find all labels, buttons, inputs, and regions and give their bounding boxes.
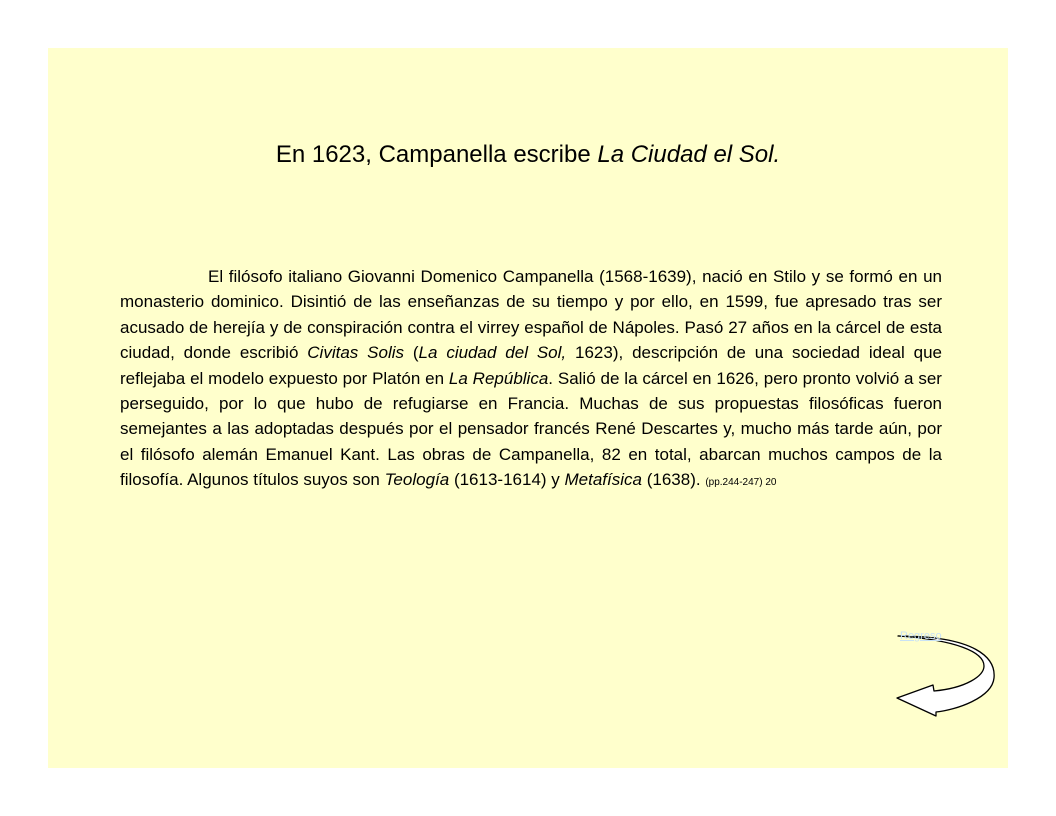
book-teologia: Teología	[384, 470, 450, 490]
book-la-republica: La República	[448, 368, 549, 388]
citation: (pp.244-247) 20	[705, 477, 777, 489]
body-text-6: (1638).	[642, 470, 706, 490]
slide	[48, 48, 1008, 768]
book-metafisica: Metafísica	[564, 470, 642, 490]
body-text-2: (	[404, 343, 419, 363]
title-book-name: La Ciudad el Sol.	[597, 141, 781, 168]
book-civitas-solis: Civitas Solis	[307, 343, 405, 363]
body-text-4: . Salió de la cárcel en 1626, pero pronto volvió a ser perseguido, por lo que hubo de refugiarse en Francia. Muchas de sus propuestas filosóficas fueron semejantes a las adoptadas después por el pensador francés René Descartes y, mucho más tarde aún, por el filósofo alemán Emanuel Kant. Las obras de Campanella, 82 en total, abarcan muchos campos de la filosofía. Algunos títulos suyos son	[120, 368, 942, 490]
regreso-link[interactable]: Regreso	[900, 630, 942, 642]
slide-title	[48, 140, 1008, 170]
body-text-5: (1613-1614) y	[449, 470, 565, 490]
body-paragraph	[120, 264, 942, 496]
return-nav[interactable]	[896, 628, 996, 718]
book-la-ciudad-del-sol: La ciudad del Sol,	[418, 343, 567, 363]
body-text-1: El filósofo italiano Giovanni Domenico Campanella (1568-1639), nació en Stilo y se formó en un monasterio dominico. Disintió de las enseñanzas de su tiempo y por ello, en 1599, fue apresado tras ser acusado de herejía y de conspiración contra el virrey español de Nápoles. Pasó 27 años en la cárcel de esta ciudad, donde escribió	[120, 267, 942, 363]
title-prefix: En 1623, Campanella escribe	[275, 141, 598, 168]
body-text-3: 1623), descripción de una sociedad ideal que reflejaba el modelo expuesto por Platón en	[120, 343, 943, 388]
